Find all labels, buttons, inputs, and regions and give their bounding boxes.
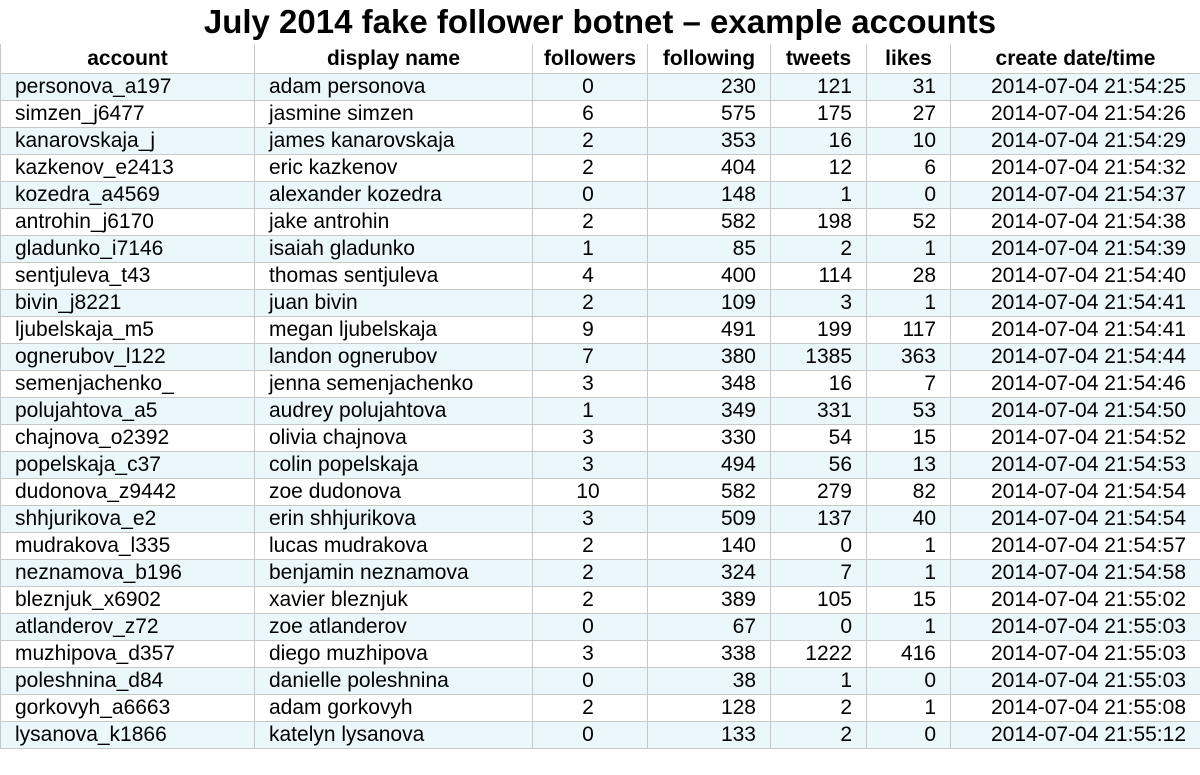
cell-followers[interactable]: 2 bbox=[533, 209, 648, 236]
table-row bbox=[1, 317, 1200, 344]
cell-tweets[interactable]: 1222 bbox=[771, 641, 867, 668]
cell-likes[interactable]: 82 bbox=[867, 479, 951, 506]
cell-following[interactable]: 338 bbox=[648, 641, 771, 668]
cell-followers[interactable]: 0 bbox=[533, 182, 648, 209]
cell-likes[interactable]: 15 bbox=[867, 587, 951, 614]
table-row bbox=[1, 533, 1200, 560]
cell-account[interactable]: dudonova_z9442 bbox=[1, 479, 255, 506]
cell-display-name[interactable]: james kanarovskaja bbox=[255, 128, 533, 155]
cell-account[interactable]: kazkenov_e2413 bbox=[1, 155, 255, 182]
cell-following[interactable]: 109 bbox=[648, 290, 771, 317]
cell-create-date[interactable]: 2014-07-04 21:54:52 bbox=[951, 425, 1200, 452]
table-row bbox=[1, 614, 1200, 641]
table-row bbox=[1, 128, 1200, 155]
cell-account[interactable]: atlanderov_z72 bbox=[1, 614, 255, 641]
cell-followers[interactable]: 3 bbox=[533, 452, 648, 479]
cell-likes[interactable]: 1 bbox=[867, 290, 951, 317]
cell-tweets[interactable]: 199 bbox=[771, 317, 867, 344]
cell-followers[interactable]: 0 bbox=[533, 74, 648, 101]
cell-likes[interactable]: 13 bbox=[867, 452, 951, 479]
cell-followers[interactable]: 2 bbox=[533, 560, 648, 587]
cell-display-name[interactable]: megan ljubelskaja bbox=[255, 317, 533, 344]
table-row bbox=[1, 560, 1200, 587]
cell-following[interactable]: 324 bbox=[648, 560, 771, 587]
cell-following[interactable]: 230 bbox=[648, 74, 771, 101]
cell-display-name[interactable]: isaiah gladunko bbox=[255, 236, 533, 263]
table-row bbox=[1, 641, 1200, 668]
cell-display-name[interactable]: alexander kozedra bbox=[255, 182, 533, 209]
table-row bbox=[1, 425, 1200, 452]
cell-create-date[interactable]: 2014-07-04 21:54:37 bbox=[951, 182, 1200, 209]
cell-create-date[interactable]: 2014-07-04 21:54:54 bbox=[951, 479, 1200, 506]
cell-likes[interactable]: 1 bbox=[867, 614, 951, 641]
table-row bbox=[1, 506, 1200, 533]
cell-likes[interactable]: 6 bbox=[867, 155, 951, 182]
cell-followers[interactable]: 3 bbox=[533, 641, 648, 668]
cell-followers[interactable]: 0 bbox=[533, 668, 648, 695]
cell-create-date[interactable]: 2014-07-04 21:54:26 bbox=[951, 101, 1200, 128]
cell-account[interactable]: bleznjuk_x6902 bbox=[1, 587, 255, 614]
cell-display-name[interactable]: erin shhjurikova bbox=[255, 506, 533, 533]
column-header-followers: followers bbox=[533, 44, 648, 74]
cell-create-date[interactable]: 2014-07-04 21:54:50 bbox=[951, 398, 1200, 425]
cell-account[interactable]: shhjurikova_e2 bbox=[1, 506, 255, 533]
cell-display-name[interactable]: zoe atlanderov bbox=[255, 614, 533, 641]
cell-likes[interactable]: 10 bbox=[867, 128, 951, 155]
cell-tweets[interactable]: 56 bbox=[771, 452, 867, 479]
cell-following[interactable]: 140 bbox=[648, 533, 771, 560]
cell-display-name[interactable]: xavier bleznjuk bbox=[255, 587, 533, 614]
cell-tweets[interactable]: 331 bbox=[771, 398, 867, 425]
header-row bbox=[1, 44, 1200, 74]
cell-tweets[interactable]: 1 bbox=[771, 182, 867, 209]
cell-tweets[interactable]: 3 bbox=[771, 290, 867, 317]
cell-likes[interactable]: 117 bbox=[867, 317, 951, 344]
table-header bbox=[1, 44, 1200, 74]
cell-likes[interactable]: 7 bbox=[867, 371, 951, 398]
cell-tweets[interactable]: 137 bbox=[771, 506, 867, 533]
cell-likes[interactable]: 1 bbox=[867, 236, 951, 263]
table-row bbox=[1, 668, 1200, 695]
table-row bbox=[1, 101, 1200, 128]
cell-tweets[interactable]: 175 bbox=[771, 101, 867, 128]
table-row bbox=[1, 398, 1200, 425]
cell-tweets[interactable]: 1 bbox=[771, 668, 867, 695]
cell-account[interactable]: poleshnina_d84 bbox=[1, 668, 255, 695]
cell-display-name[interactable]: olivia chajnova bbox=[255, 425, 533, 452]
cell-display-name[interactable]: eric kazkenov bbox=[255, 155, 533, 182]
table-row bbox=[1, 263, 1200, 290]
cell-display-name[interactable]: zoe dudonova bbox=[255, 479, 533, 506]
cell-tweets[interactable]: 105 bbox=[771, 587, 867, 614]
table-row bbox=[1, 371, 1200, 398]
cell-likes[interactable]: 0 bbox=[867, 182, 951, 209]
column-header-following: following bbox=[648, 44, 771, 74]
cell-tweets[interactable]: 7 bbox=[771, 560, 867, 587]
table-row bbox=[1, 155, 1200, 182]
cell-create-date[interactable]: 2014-07-04 21:55:03 bbox=[951, 614, 1200, 641]
cell-account[interactable]: gladunko_i7146 bbox=[1, 236, 255, 263]
cell-create-date[interactable]: 2014-07-04 21:54:44 bbox=[951, 344, 1200, 371]
cell-followers[interactable]: 10 bbox=[533, 479, 648, 506]
column-header-display-name: display name bbox=[255, 44, 533, 74]
table-row bbox=[1, 209, 1200, 236]
cell-account[interactable]: kozedra_a4569 bbox=[1, 182, 255, 209]
cell-likes[interactable]: 363 bbox=[867, 344, 951, 371]
cell-followers[interactable]: 2 bbox=[533, 587, 648, 614]
cell-likes[interactable]: 31 bbox=[867, 74, 951, 101]
cell-tweets[interactable]: 0 bbox=[771, 614, 867, 641]
cell-create-date[interactable]: 2014-07-04 21:55:02 bbox=[951, 587, 1200, 614]
cell-create-date[interactable]: 2014-07-04 21:54:32 bbox=[951, 155, 1200, 182]
table-row bbox=[1, 74, 1200, 101]
cell-account[interactable]: popelskaja_c37 bbox=[1, 452, 255, 479]
cell-create-date[interactable]: 2014-07-04 21:54:29 bbox=[951, 128, 1200, 155]
cell-account[interactable]: ognerubov_l122 bbox=[1, 344, 255, 371]
table-row bbox=[1, 344, 1200, 371]
cell-following[interactable]: 582 bbox=[648, 479, 771, 506]
accounts-table bbox=[0, 44, 1200, 749]
cell-account[interactable]: gorkovyh_a6663 bbox=[1, 695, 255, 722]
cell-following[interactable]: 128 bbox=[648, 695, 771, 722]
cell-followers[interactable]: 2 bbox=[533, 695, 648, 722]
cell-tweets[interactable]: 16 bbox=[771, 128, 867, 155]
table-row bbox=[1, 290, 1200, 317]
cell-tweets[interactable]: 114 bbox=[771, 263, 867, 290]
cell-tweets[interactable]: 198 bbox=[771, 209, 867, 236]
cell-display-name[interactable]: jenna semenjachenko bbox=[255, 371, 533, 398]
cell-account[interactable]: bivin_j8221 bbox=[1, 290, 255, 317]
cell-display-name[interactable]: audrey polujahtova bbox=[255, 398, 533, 425]
table-body bbox=[1, 74, 1200, 749]
cell-followers[interactable]: 2 bbox=[533, 128, 648, 155]
cell-following[interactable]: 67 bbox=[648, 614, 771, 641]
cell-display-name[interactable]: adam personova bbox=[255, 74, 533, 101]
cell-following[interactable]: 389 bbox=[648, 587, 771, 614]
cell-followers[interactable]: 3 bbox=[533, 371, 648, 398]
cell-account[interactable]: chajnova_o2392 bbox=[1, 425, 255, 452]
cell-followers[interactable]: 1 bbox=[533, 398, 648, 425]
cell-display-name[interactable]: danielle poleshnina bbox=[255, 668, 533, 695]
cell-followers[interactable]: 9 bbox=[533, 317, 648, 344]
cell-likes[interactable]: 40 bbox=[867, 506, 951, 533]
cell-likes[interactable]: 1 bbox=[867, 533, 951, 560]
column-header-create-date: create date/time bbox=[951, 44, 1200, 74]
cell-create-date[interactable]: 2014-07-04 21:55:08 bbox=[951, 695, 1200, 722]
cell-create-date[interactable]: 2014-07-04 21:54:53 bbox=[951, 452, 1200, 479]
cell-likes[interactable]: 27 bbox=[867, 101, 951, 128]
table-row bbox=[1, 695, 1200, 722]
cell-account[interactable]: ljubelskaja_m5 bbox=[1, 317, 255, 344]
cell-create-date[interactable]: 2014-07-04 21:54:46 bbox=[951, 371, 1200, 398]
cell-following[interactable]: 400 bbox=[648, 263, 771, 290]
cell-display-name[interactable]: diego muzhipova bbox=[255, 641, 533, 668]
cell-followers[interactable]: 0 bbox=[533, 722, 648, 749]
cell-account[interactable]: semenjachenko_ bbox=[1, 371, 255, 398]
cell-following[interactable]: 38 bbox=[648, 668, 771, 695]
cell-following[interactable]: 148 bbox=[648, 182, 771, 209]
cell-following[interactable]: 575 bbox=[648, 101, 771, 128]
cell-account[interactable]: antrohin_j6170 bbox=[1, 209, 255, 236]
cell-display-name[interactable]: benjamin neznamova bbox=[255, 560, 533, 587]
cell-create-date[interactable]: 2014-07-04 21:54:58 bbox=[951, 560, 1200, 587]
cell-display-name[interactable]: colin popelskaja bbox=[255, 452, 533, 479]
cell-create-date[interactable]: 2014-07-04 21:55:03 bbox=[951, 668, 1200, 695]
cell-followers[interactable]: 6 bbox=[533, 101, 648, 128]
column-header-account: account bbox=[1, 44, 255, 74]
cell-create-date[interactable]: 2014-07-04 21:54:38 bbox=[951, 209, 1200, 236]
cell-display-name[interactable]: jake antrohin bbox=[255, 209, 533, 236]
cell-display-name[interactable]: jasmine simzen bbox=[255, 101, 533, 128]
cell-likes[interactable]: 0 bbox=[867, 668, 951, 695]
cell-tweets[interactable]: 121 bbox=[771, 74, 867, 101]
cell-display-name[interactable]: juan bivin bbox=[255, 290, 533, 317]
table-row bbox=[1, 236, 1200, 263]
table-row bbox=[1, 452, 1200, 479]
cell-create-date[interactable]: 2014-07-04 21:54:25 bbox=[951, 74, 1200, 101]
cell-create-date[interactable]: 2014-07-04 21:55:12 bbox=[951, 722, 1200, 749]
cell-create-date[interactable]: 2014-07-04 21:54:41 bbox=[951, 317, 1200, 344]
cell-following[interactable]: 404 bbox=[648, 155, 771, 182]
cell-create-date[interactable]: 2014-07-04 21:54:57 bbox=[951, 533, 1200, 560]
cell-tweets[interactable]: 2 bbox=[771, 695, 867, 722]
cell-account[interactable]: kanarovskaja_j bbox=[1, 128, 255, 155]
table-row bbox=[1, 722, 1200, 749]
cell-followers[interactable]: 3 bbox=[533, 425, 648, 452]
cell-likes[interactable]: 53 bbox=[867, 398, 951, 425]
cell-followers[interactable]: 2 bbox=[533, 155, 648, 182]
cell-tweets[interactable]: 2 bbox=[771, 722, 867, 749]
cell-tweets[interactable]: 2 bbox=[771, 236, 867, 263]
cell-followers[interactable]: 3 bbox=[533, 506, 648, 533]
table-row bbox=[1, 182, 1200, 209]
cell-account[interactable]: muzhipova_d357 bbox=[1, 641, 255, 668]
cell-followers[interactable]: 4 bbox=[533, 263, 648, 290]
cell-followers[interactable]: 7 bbox=[533, 344, 648, 371]
cell-tweets[interactable]: 16 bbox=[771, 371, 867, 398]
cell-tweets[interactable]: 279 bbox=[771, 479, 867, 506]
cell-likes[interactable]: 0 bbox=[867, 722, 951, 749]
page-title: July 2014 fake follower botnet – example accounts bbox=[203, 3, 997, 40]
cell-following[interactable]: 330 bbox=[648, 425, 771, 452]
cell-following[interactable]: 509 bbox=[648, 506, 771, 533]
cell-create-date[interactable]: 2014-07-04 21:54:41 bbox=[951, 290, 1200, 317]
cell-following[interactable]: 353 bbox=[648, 128, 771, 155]
cell-likes[interactable]: 1 bbox=[867, 560, 951, 587]
cell-following[interactable]: 85 bbox=[648, 236, 771, 263]
cell-likes[interactable]: 52 bbox=[867, 209, 951, 236]
cell-display-name[interactable]: landon ognerubov bbox=[255, 344, 533, 371]
cell-tweets[interactable]: 0 bbox=[771, 533, 867, 560]
cell-display-name[interactable]: adam gorkovyh bbox=[255, 695, 533, 722]
cell-likes[interactable]: 28 bbox=[867, 263, 951, 290]
column-header-likes: likes bbox=[867, 44, 951, 74]
cell-followers[interactable]: 2 bbox=[533, 533, 648, 560]
cell-account[interactable]: lysanova_k1866 bbox=[1, 722, 255, 749]
column-header-tweets: tweets bbox=[771, 44, 867, 74]
cell-followers[interactable]: 1 bbox=[533, 236, 648, 263]
cell-account[interactable]: polujahtova_a5 bbox=[1, 398, 255, 425]
cell-likes[interactable]: 416 bbox=[867, 641, 951, 668]
cell-likes[interactable]: 15 bbox=[867, 425, 951, 452]
cell-following[interactable]: 494 bbox=[648, 452, 771, 479]
cell-following[interactable]: 349 bbox=[648, 398, 771, 425]
cell-tweets[interactable]: 54 bbox=[771, 425, 867, 452]
cell-account[interactable]: neznamova_b196 bbox=[1, 560, 255, 587]
cell-account[interactable]: sentjuleva_t43 bbox=[1, 263, 255, 290]
cell-account[interactable]: simzen_j6477 bbox=[1, 101, 255, 128]
cell-followers[interactable]: 2 bbox=[533, 290, 648, 317]
cell-following[interactable]: 380 bbox=[648, 344, 771, 371]
cell-following[interactable]: 348 bbox=[648, 371, 771, 398]
table-row bbox=[1, 479, 1200, 506]
table-row bbox=[1, 587, 1200, 614]
cell-account[interactable]: personova_a197 bbox=[1, 74, 255, 101]
cell-account[interactable]: mudrakova_l335 bbox=[1, 533, 255, 560]
cell-likes[interactable]: 1 bbox=[867, 695, 951, 722]
cell-create-date[interactable]: 2014-07-04 21:54:39 bbox=[951, 236, 1200, 263]
cell-create-date[interactable]: 2014-07-04 21:55:03 bbox=[951, 641, 1200, 668]
cell-create-date[interactable]: 2014-07-04 21:54:40 bbox=[951, 263, 1200, 290]
cell-display-name[interactable]: katelyn lysanova bbox=[255, 722, 533, 749]
cell-following[interactable]: 491 bbox=[648, 317, 771, 344]
cell-display-name[interactable]: lucas mudrakova bbox=[255, 533, 533, 560]
cell-following[interactable]: 582 bbox=[648, 209, 771, 236]
cell-followers[interactable]: 0 bbox=[533, 614, 648, 641]
cell-tweets[interactable]: 1385 bbox=[771, 344, 867, 371]
cell-create-date[interactable]: 2014-07-04 21:54:54 bbox=[951, 506, 1200, 533]
cell-tweets[interactable]: 12 bbox=[771, 155, 867, 182]
cell-display-name[interactable]: thomas sentjuleva bbox=[255, 263, 533, 290]
cell-following[interactable]: 133 bbox=[648, 722, 771, 749]
